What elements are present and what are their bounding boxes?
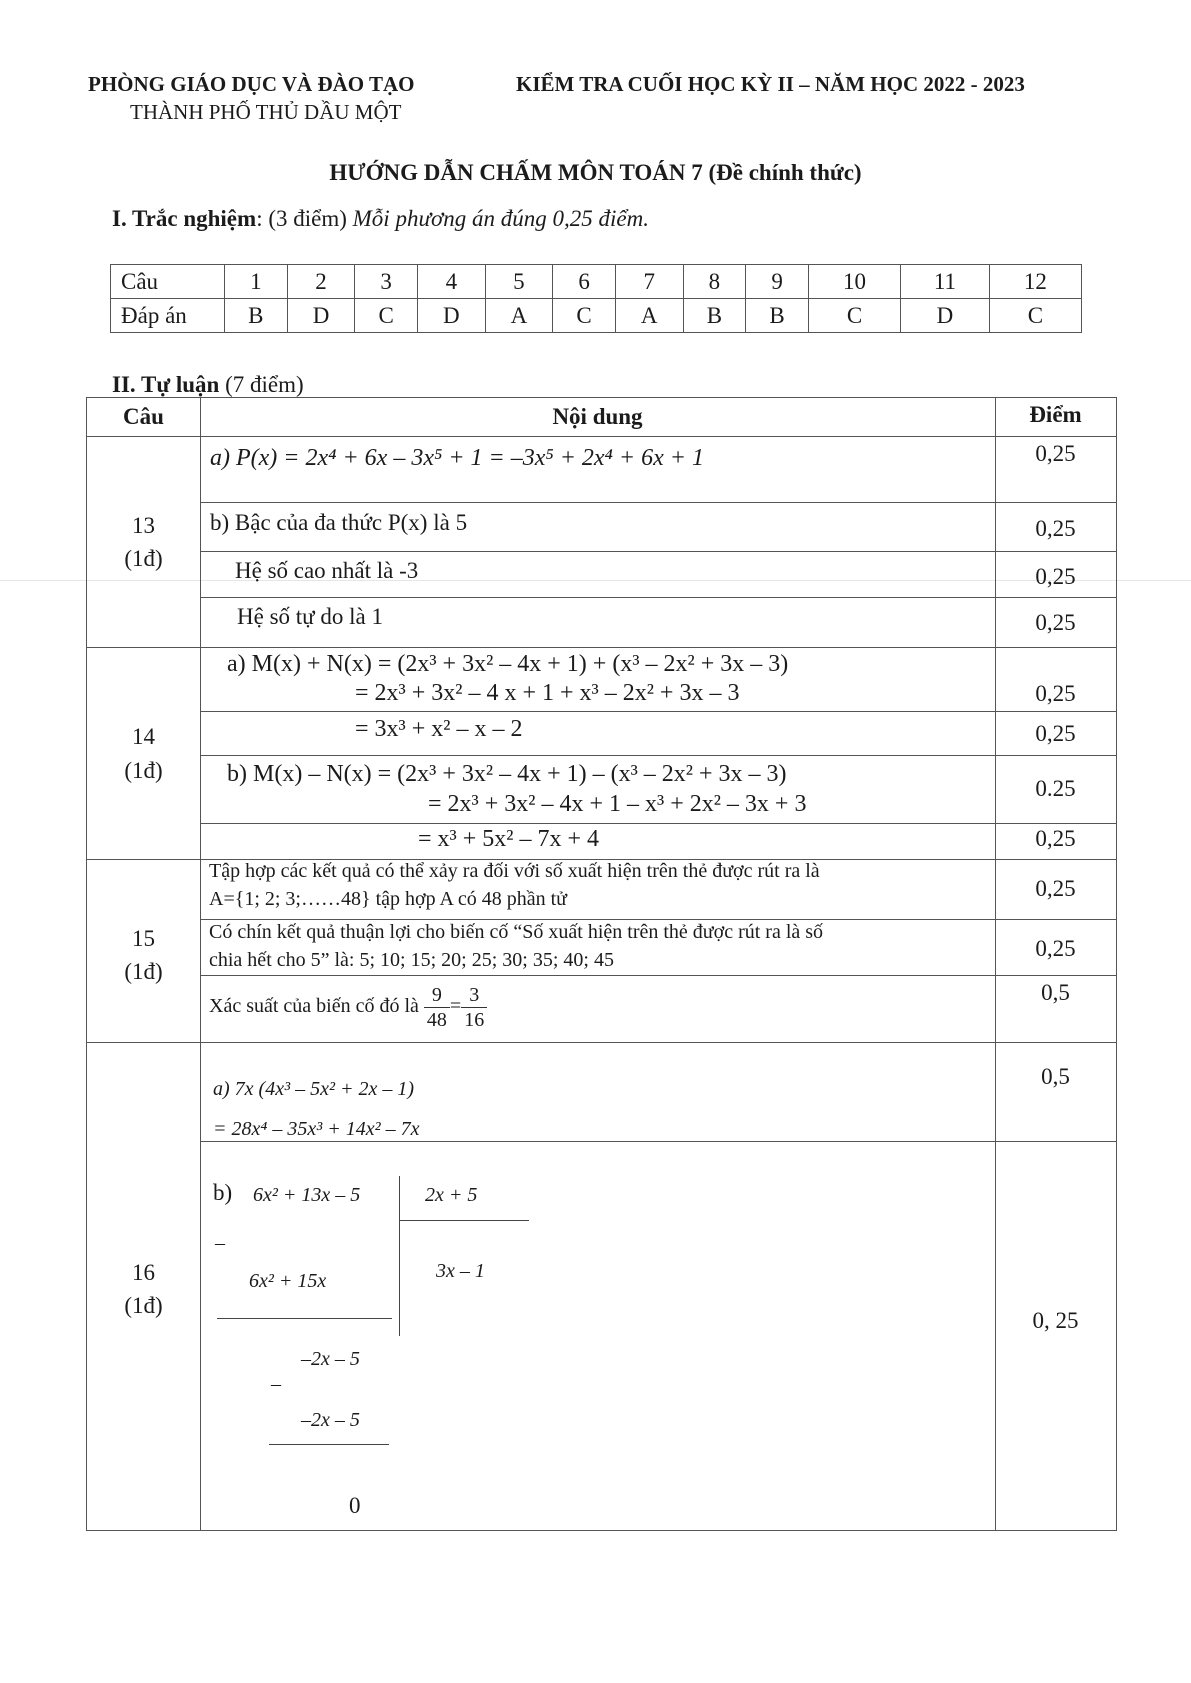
question-number: 10 — [808, 265, 900, 299]
fraction-9-48 — [424, 983, 450, 1032]
row-divider — [200, 597, 1116, 598]
division-divisor-underline — [399, 1220, 529, 1221]
exam-title: KIỂM TRA CUỐI HỌC KỲ II – NĂM HỌC 2022 - 2023 — [516, 72, 1025, 96]
q13-leading-coefficient: Hệ số cao nhất là -3 — [235, 558, 419, 583]
answer-row — [111, 299, 1082, 333]
row-divider — [87, 436, 1116, 437]
question-number: 2 — [287, 265, 355, 299]
answer-cell: A — [615, 299, 683, 333]
part1-note: Mỗi phương án đúng 0,25 điểm. — [352, 206, 649, 231]
q15-favorable-line2: chia hết cho 5” là: 5; 10; 15; 20; 25; 30; 35; 40; 45 — [209, 949, 614, 971]
row-divider — [87, 647, 1116, 648]
q13-score-1: 0,25 — [1035, 441, 1076, 466]
q15-probability — [209, 983, 487, 1032]
q13-score-2: 0,25 — [1035, 516, 1076, 541]
row-divider — [200, 502, 1116, 503]
division-minus-sign: – — [271, 1373, 281, 1395]
q13-constant-term: Hệ số tự do là 1 — [237, 604, 383, 629]
division-quotient: 3x – 1 — [436, 1260, 485, 1282]
question-number: 1 — [225, 265, 288, 299]
q13-points: (1đ) — [124, 546, 163, 571]
q14-part-a-line3: = 3x³ + x² – x – 2 — [355, 716, 523, 742]
q14-part-a-line1: a) M(x) + N(x) = (2x³ + 3x² – 4x + 1) + (x³ – 2x² + 3x – 3) — [227, 651, 789, 677]
q16-part-a-line1: a) 7x (4x³ – 5x² + 2x – 1) — [213, 1078, 414, 1100]
q15-score-3: 0,5 — [1041, 980, 1070, 1005]
row-divider — [200, 755, 1116, 756]
row-divider — [200, 1141, 1116, 1142]
question-number: 6 — [553, 265, 616, 299]
q14-score-3: 0.25 — [1035, 776, 1076, 801]
division-subtrahend-2: –2x – 5 — [301, 1409, 360, 1431]
fraction-numerator: 9 — [424, 983, 450, 1008]
q14-score-2: 0,25 — [1035, 721, 1076, 746]
multiple-choice-table — [110, 264, 1082, 333]
division-remainder-final: 0 — [349, 1493, 361, 1518]
row-divider — [200, 551, 1116, 552]
part1-points: : (3 điểm) — [256, 206, 353, 231]
q14-score-4: 0,25 — [1035, 826, 1076, 851]
answer-cell: D — [287, 299, 355, 333]
q13-part-b-degree: b) Bậc của đa thức P(x) là 5 — [210, 510, 468, 535]
q16-label: 16 — [132, 1260, 155, 1285]
division-vertical-bar — [399, 1176, 400, 1336]
division-minus-sign: – — [215, 1232, 225, 1254]
question-row — [111, 265, 1082, 299]
fraction-denominator: 16 — [464, 1009, 485, 1031]
question-number: 5 — [485, 265, 553, 299]
answer-cell: C — [808, 299, 900, 333]
q15-points: (1đ) — [124, 959, 163, 984]
answer-cell: B — [225, 299, 288, 333]
q15-probability-text: Xác suất của biến cố đó là — [209, 995, 419, 1018]
division-dividend: 6x² + 13x – 5 — [253, 1184, 361, 1206]
answer-cell: D — [901, 299, 990, 333]
q14-part-b-line3: = x³ + 5x² – 7x + 4 — [418, 826, 599, 852]
q14-part-a-line2: = 2x³ + 3x² – 4 x + 1 + x³ – 2x² + 3x – 3 — [355, 680, 740, 706]
row-divider — [200, 711, 1116, 712]
q13-score-4: 0,25 — [1035, 610, 1076, 635]
part1-heading — [112, 206, 649, 232]
part2-points: (7 điểm) — [219, 372, 304, 397]
question-number: 7 — [615, 265, 683, 299]
city-name: THÀNH PHỐ THỦ DẦU MỘT — [130, 100, 402, 124]
col-header-score: Điểm — [1029, 402, 1082, 427]
column-divider — [200, 398, 201, 1530]
q15-score-1: 0,25 — [1035, 876, 1076, 901]
q15-label: 15 — [132, 926, 155, 951]
col-header-content: Nội dung — [552, 404, 643, 429]
answer-cell: C — [553, 299, 616, 333]
division-divisor: 2x + 5 — [425, 1184, 478, 1206]
division-subtrahend-1: 6x² + 15x — [249, 1270, 327, 1292]
essay-table — [86, 397, 1117, 1531]
fraction-denominator: 48 — [426, 1009, 447, 1031]
division-rule-1 — [217, 1318, 392, 1319]
question-number: 12 — [989, 265, 1081, 299]
department-name: PHÒNG GIÁO DỤC VÀ ĐÀO TẠO — [88, 72, 415, 96]
answer-cell: A — [485, 299, 553, 333]
answer-cell: C — [989, 299, 1081, 333]
question-number: 11 — [901, 265, 990, 299]
fraction-3-16 — [461, 983, 487, 1032]
q15-score-2: 0,25 — [1035, 936, 1076, 961]
q16-points: (1đ) — [124, 1293, 163, 1318]
division-remainder-1: –2x – 5 — [301, 1348, 360, 1370]
division-rule-2 — [269, 1444, 389, 1445]
q16-score-2: 0, 25 — [1032, 1308, 1079, 1333]
answer-cell: B — [746, 299, 809, 333]
document-title: HƯỚNG DẪN CHẤM MÔN TOÁN 7 (Đề chính thức) — [329, 160, 862, 185]
part2-label: II. Tự luận — [112, 372, 220, 397]
q16-part-b-label: b) — [213, 1180, 233, 1205]
row-label-answer: Đáp án — [111, 299, 225, 333]
answer-cell: B — [683, 299, 746, 333]
part2-heading — [112, 372, 304, 398]
q15-favorable-line1: Có chín kết quả thuận lợi cho biến cố “Số xuất hiện trên thẻ được rút ra là số — [209, 921, 824, 943]
q14-label: 14 — [132, 724, 155, 749]
q15-sample-space-line1: Tập hợp các kết quả có thể xảy ra đối với số xuất hiện trên thẻ được rút ra là — [209, 860, 820, 882]
row-divider — [87, 1042, 1116, 1043]
answer-cell: C — [355, 299, 418, 333]
q16-part-a-line2: = 28x⁴ – 35x³ + 14x² – 7x — [213, 1118, 420, 1140]
question-number: 4 — [418, 265, 486, 299]
part1-label: I. Trắc nghiệm — [112, 206, 257, 231]
row-divider — [200, 975, 1116, 976]
q13-label: 13 — [132, 513, 155, 538]
col-header-question: Câu — [123, 404, 164, 429]
row-label-question: Câu — [111, 265, 225, 299]
q14-score-1: 0,25 — [1035, 681, 1076, 706]
row-divider — [200, 823, 1116, 824]
question-number: 3 — [355, 265, 418, 299]
q16-score-1: 0,5 — [1041, 1064, 1070, 1089]
q14-points: (1đ) — [124, 758, 163, 783]
q13-part-a: a) P(x) = 2x⁴ + 6x – 3x⁵ + 1 = –3x⁵ + 2x⁴ + 6x + 1 — [210, 445, 704, 471]
row-divider — [200, 919, 1116, 920]
fraction-numerator: 3 — [461, 983, 487, 1008]
question-number: 8 — [683, 265, 746, 299]
q14-part-b-line1: b) M(x) – N(x) = (2x³ + 3x² – 4x + 1) – (x³ – 2x² + 3x – 3) — [227, 761, 787, 787]
question-number: 9 — [746, 265, 809, 299]
answer-cell: D — [418, 299, 486, 333]
q14-part-b-line2: = 2x³ + 3x² – 4x + 1 – x³ + 2x² – 3x + 3 — [428, 791, 807, 817]
q15-sample-space-line2: A={1; 2; 3;……48} tập hợp A có 48 phần tử — [209, 888, 567, 910]
equals-sign: = — [449, 995, 462, 1018]
q13-score-3: 0,25 — [1035, 564, 1076, 589]
